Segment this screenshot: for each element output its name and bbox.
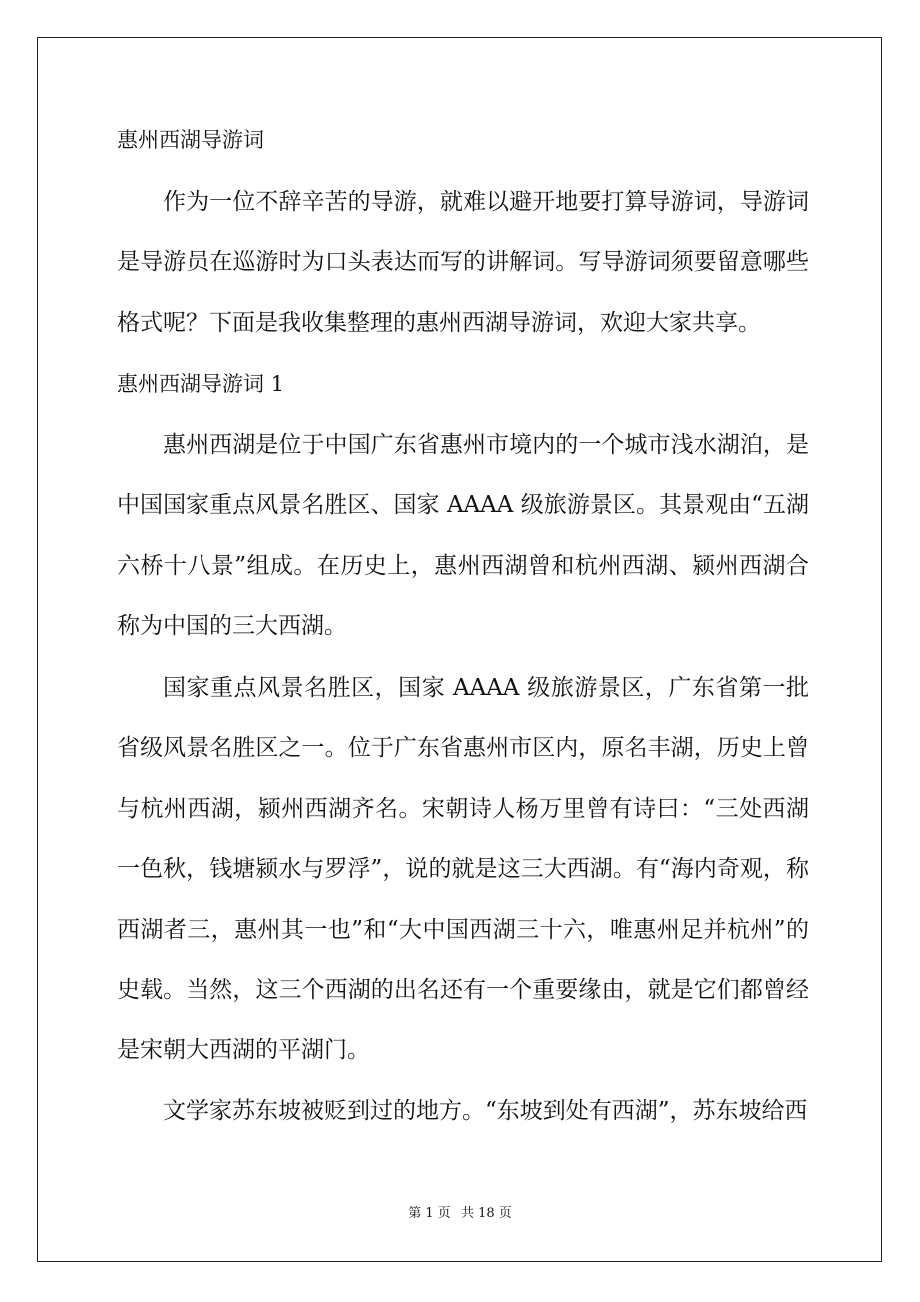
body-paragraph-1: 惠州西湖是位于中国广东省惠州市境内的一个城市浅水湖泊，是中国国家重点风景名胜区、国家 AAAA 级旅游景区。其景观由“五湖六桥十八景”组成。在历史上，惠州西湖曾和杭州西湖、颍州西湖合称为中国的三大西湖。 — [117, 432, 809, 640]
page-footer — [0, 1205, 920, 1223]
intro-paragraph: 作为一位不辞辛苦的导游，就难以避开地要打算导游词，导游词是导游员在巡游时为口头表达而写的讲解词。写导游词须要留意哪些格式呢？下面是我收集整理的惠州西湖导游词，欢迎大家共享。 — [117, 189, 809, 336]
page-number: 第 1 页 — [408, 1206, 451, 1221]
page-total: 共 18 页 — [460, 1206, 512, 1221]
document-title: 惠州西湖导游词 — [117, 128, 264, 152]
section-title: 惠州西湖导游词 1 — [117, 372, 285, 396]
body-paragraph-2: 国家重点风景名胜区，国家 AAAA 级旅游景区，广东省第一批省级风景名胜区之一。位于广东省惠州市区内，原名丰湖，历史上曾与杭州西湖，颍州西湖齐名。宋朝诗人杨万里曾有诗曰：“三处西湖一色秋，钱塘颍水与罗浮”，说的就是这三大西湖。有“海内奇观，称西湖者三，惠州其一也”和“大中国西湖三十六，唯惠州足并杭州”的史载。当然，这三个西湖的出名还有一个重要缘由，就是它们都曾经是宋朝大西湖的平湖门。 — [117, 675, 809, 1064]
body-paragraph-3: 文学家苏东坡被贬到过的地方。“东坡到处有西湖”，苏东坡给西 — [163, 1098, 808, 1124]
